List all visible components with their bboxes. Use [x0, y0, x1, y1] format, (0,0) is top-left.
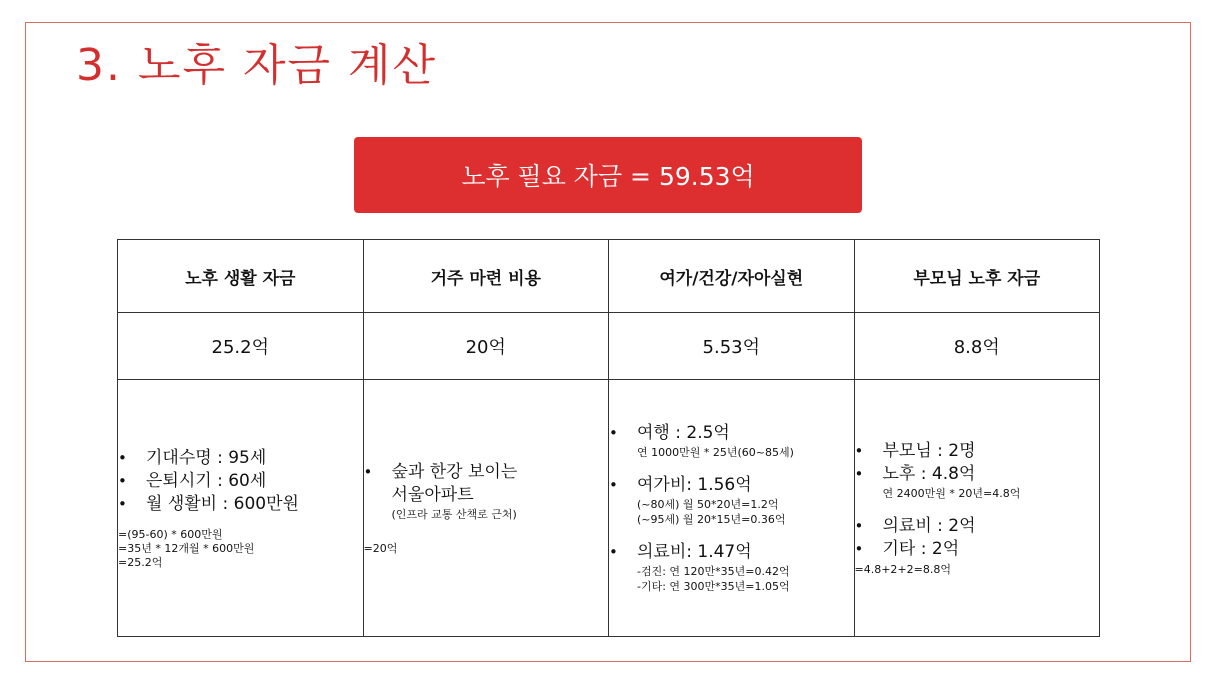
detail-cell-living: [118, 380, 364, 637]
detail-cell-parents: [854, 380, 1100, 637]
list-item: • 여가비: 1.56억: [627, 474, 854, 497]
list-item: • 기대수명 : 95세: [136, 447, 363, 470]
housing-calc: =20억: [363, 541, 398, 555]
detail-cell-leisure: [609, 380, 855, 637]
parents-note: 연 2400만원 * 20년=4.8억: [882, 486, 1021, 500]
detail-cell-housing: [363, 380, 609, 637]
fund-table: [117, 239, 1100, 637]
table-value-row: [118, 313, 1100, 380]
living-bullets: [118, 447, 363, 516]
list-item: • 은퇴시기 : 60세: [136, 470, 363, 493]
list-item: • 의료비 : 2억: [873, 515, 1100, 538]
header-cell: 여가/건강/자아실현: [609, 240, 855, 313]
hobby-note: (~80세) 월 50*20년=1.2억 (~95세) 월 20*15년=0.36억: [637, 498, 786, 526]
leisure-medical: [609, 541, 854, 564]
parents-bullets: [855, 440, 1100, 486]
list-item: • 여행 : 2.5억: [627, 422, 854, 445]
header-cell: 부모님 노후 자금: [854, 240, 1100, 313]
total-banner: 노후 필요 자금 = 59.53억: [354, 137, 862, 213]
value-cell: 5.53억: [609, 313, 855, 380]
value-cell: 20억: [363, 313, 609, 380]
travel-note: 연 1000만원 * 25년(60~85세): [637, 446, 794, 459]
header-cell: 노후 생활 자금: [118, 240, 364, 313]
slide-title: 3. 노후 자금 계산: [76, 40, 437, 91]
leisure-travel: [609, 422, 854, 445]
living-calc: =(95-60) * 600만원 =35년 * 12개월 * 600만원 =25.2억: [118, 527, 255, 569]
list-item: • 노후 : 4.8억: [873, 463, 1100, 486]
parents-extra-bullets: [855, 515, 1100, 561]
value-cell: 25.2억: [118, 313, 364, 380]
housing-bullets: [364, 461, 609, 507]
list-item: • 월 생활비 : 600만원: [136, 493, 363, 516]
header-cell: 거주 마련 비용: [363, 240, 609, 313]
medical-note: -검진: 연 120만*35년=0.42억 -기타: 연 300만*35년=1.05억: [637, 565, 790, 593]
housing-note: (인프라 교통 산책로 근처): [391, 507, 517, 521]
list-item: • 숲과 한강 보이는 서울아파트: [382, 461, 609, 507]
parents-calc: =4.8+2+2=8.8억: [854, 562, 951, 576]
leisure-hobby: [609, 474, 854, 497]
list-item: • 의료비: 1.47억: [627, 541, 854, 564]
list-item: • 기타 : 2억: [873, 538, 1100, 561]
table-detail-row: [118, 380, 1100, 637]
value-cell: 8.8억: [854, 313, 1100, 380]
table-header-row: [118, 240, 1100, 313]
list-item: • 부모님 : 2명: [873, 440, 1100, 463]
